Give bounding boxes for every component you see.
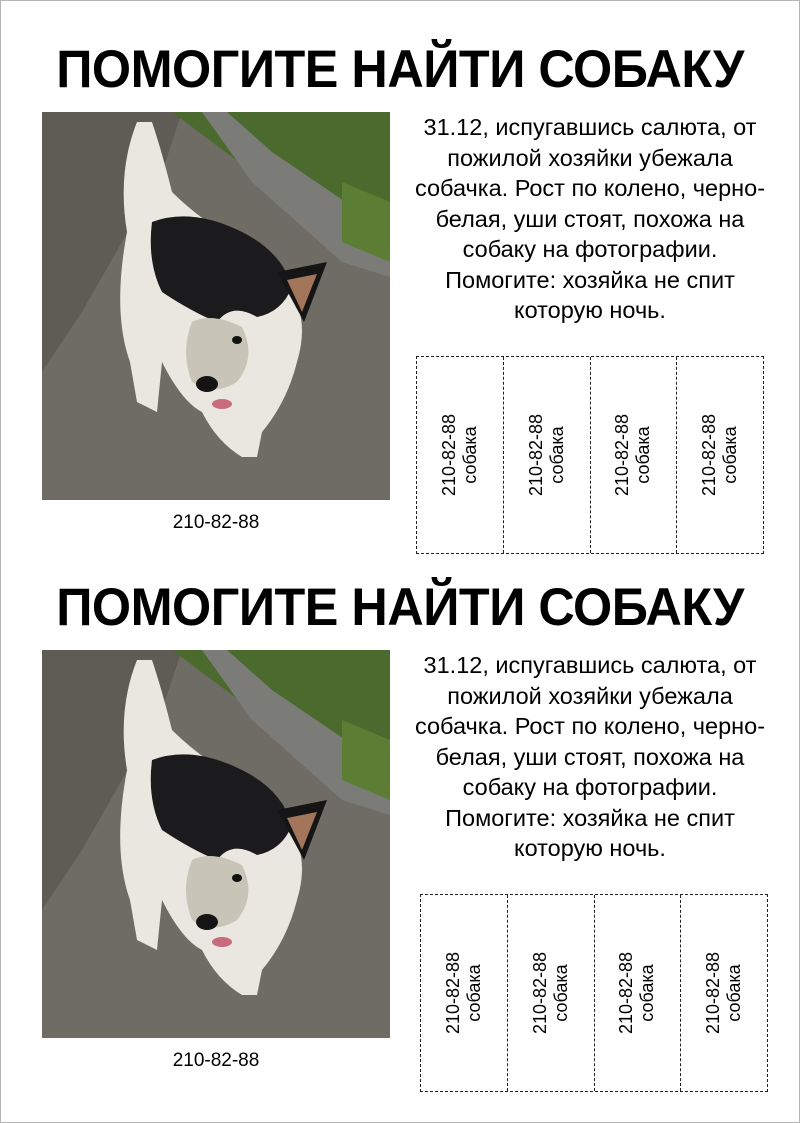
flyer-description: 31.12, испугавшись салюта, от пожилой хозяйки убежала собачка. Рост по колено, черно-белая, уши стоят, похожа на собаку на фотографии. Помогите: хозяйка не спит которую ночь. [414, 114, 766, 323]
tab-label: собака [637, 964, 658, 1022]
tear-off-tab[interactable] [677, 357, 763, 553]
tab-phone: 210-82-88 [442, 951, 463, 1035]
tab-label: собака [546, 426, 567, 484]
tab-label: собака [724, 964, 745, 1022]
tab-phone: 210-82-88 [699, 413, 720, 497]
tear-off-tab[interactable] [504, 357, 591, 553]
dog-photo-illustration [42, 112, 390, 500]
tear-off-tab[interactable] [595, 895, 682, 1091]
tear-off-tabs [416, 356, 764, 554]
tear-off-tab[interactable] [421, 895, 508, 1091]
tab-label: собака [463, 964, 484, 1022]
tear-off-tab[interactable] [591, 357, 678, 553]
tab-phone: 210-82-88 [529, 951, 550, 1035]
flyer-title: ПОМОГИТЕ НАЙТИ СОБАКУ [56, 40, 744, 99]
lost-dog-flyer-bottom [0, 568, 800, 1108]
tear-off-tab[interactable] [681, 895, 767, 1091]
flyer-description: 31.12, испугавшись салюта, от пожилой хозяйки убежала собачка. Рост по колено, черно-белая, уши стоят, похожа на собаку на фотографии. Помогите: хозяйка не спит которую ночь. [414, 652, 766, 861]
dog-photo [42, 112, 390, 500]
tab-phone: 210-82-88 [525, 413, 546, 497]
tab-phone: 210-82-88 [616, 951, 637, 1035]
tab-label: собака [720, 426, 741, 484]
tab-phone: 210-82-88 [438, 413, 459, 497]
tear-off-tabs [420, 894, 768, 1092]
photo-caption-phone: 210-82-88 [172, 1050, 260, 1071]
tear-off-tab[interactable] [417, 357, 504, 553]
dog-photo [42, 650, 390, 1038]
photo-caption-phone: 210-82-88 [172, 512, 260, 533]
tab-label: собака [550, 964, 571, 1022]
tab-label: собака [633, 426, 654, 484]
lost-dog-flyer-top [0, 30, 800, 570]
flyer-title: ПОМОГИТЕ НАЙТИ СОБАКУ [56, 578, 744, 637]
tab-phone: 210-82-88 [703, 951, 724, 1035]
dog-photo-illustration [42, 650, 390, 1038]
tab-phone: 210-82-88 [612, 413, 633, 497]
tab-label: собака [459, 426, 480, 484]
tear-off-tab[interactable] [508, 895, 595, 1091]
